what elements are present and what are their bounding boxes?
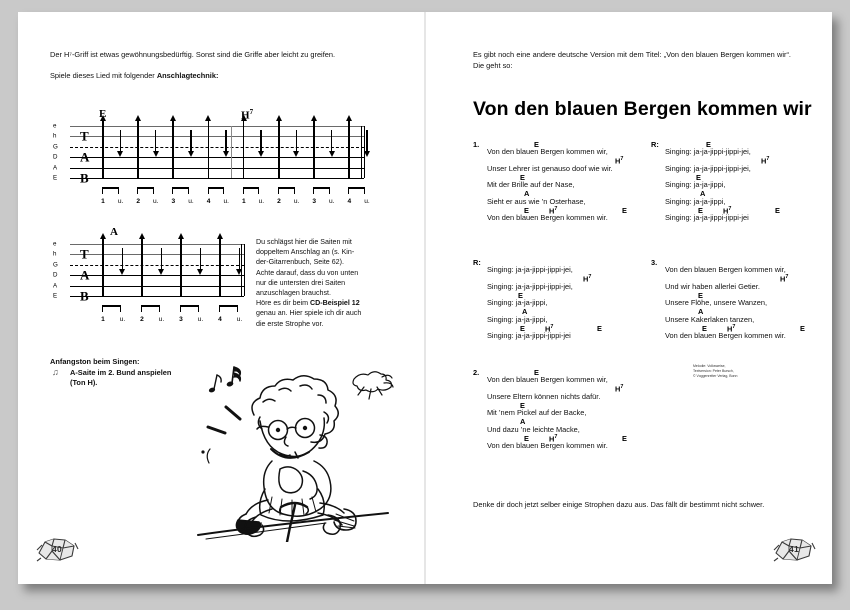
- string-label: G: [53, 261, 58, 269]
- lyric-line: Von den blauen Bergen kommen wir,: [487, 147, 608, 157]
- side-note-line: der-Gitarrenbuch, Seite 62).: [256, 258, 344, 267]
- chord-symbol: E: [698, 290, 703, 300]
- stanza-lines: [665, 258, 829, 341]
- staff-line: [70, 286, 244, 287]
- count-mark: u.: [153, 198, 159, 205]
- rhythm-beam: [137, 187, 154, 194]
- staff-line: [70, 254, 244, 255]
- side-note-text: [256, 237, 368, 329]
- lyric-row: [665, 140, 829, 157]
- staff-line: [70, 126, 364, 127]
- lyric-row: [487, 206, 651, 223]
- count-mark: 4: [206, 198, 211, 205]
- tab-letter: A: [80, 267, 90, 283]
- chord-superscript: 7: [249, 108, 254, 116]
- chord-symbol: E: [696, 172, 701, 182]
- strum-arrow-up: [137, 120, 139, 178]
- page-number-right: 41: [788, 544, 800, 554]
- side-note-line: Höre es dir beim CD-Beispiel 12: [256, 299, 360, 308]
- staff-line: [70, 296, 244, 297]
- chord-symbol: E: [520, 172, 525, 182]
- count-mark: 1: [101, 198, 105, 205]
- chord-symbol: E: [622, 205, 627, 215]
- staff-line: [70, 136, 364, 137]
- strum-arrow-up: [172, 120, 174, 178]
- rhythm-beam: [102, 305, 121, 312]
- chord-symbol: A: [698, 307, 704, 317]
- staff-line: [70, 157, 364, 158]
- string-label: h: [53, 132, 57, 140]
- fly-glyph: [353, 372, 393, 399]
- lyric-line: Von den blauen Bergen kommen wir,: [665, 265, 786, 275]
- lyric-line: Sieht er aus wie ’n Osterhase,: [487, 196, 586, 206]
- chord-label: $H^7$: [241, 108, 254, 122]
- chord-superscript: 7: [785, 274, 789, 281]
- strum-arrow-down: [296, 130, 298, 152]
- right-intro-text: Es gibt noch eine andere deutsche Version mit dem Titel: „Von den blauen Bergen kommen wir“. Die geht so:: [473, 50, 791, 70]
- strum-arrow-up: [208, 120, 210, 178]
- strum-arrow-up: [278, 120, 280, 178]
- lyric-line: Singing: ja-ja-jippi-jippi-jei,: [665, 147, 751, 157]
- chord-superscript: 7: [620, 384, 624, 391]
- strum-arrow-up: [180, 238, 182, 296]
- count-mark: u.: [293, 198, 300, 205]
- strum-arrow-down: [161, 248, 163, 270]
- lyric-row: [487, 418, 651, 435]
- string-label: h: [53, 250, 57, 258]
- left-intro-line2: [50, 71, 360, 82]
- chord-label: E: [99, 108, 107, 120]
- strum-arrow-up: [243, 120, 245, 178]
- count-mark: 1: [241, 198, 246, 205]
- chord-superscript: 7: [728, 205, 732, 212]
- anfangston-heading: Anfangston beim Singen:: [50, 357, 140, 366]
- right-page: [425, 12, 832, 584]
- strum-arrow-up: [102, 120, 104, 178]
- lyric-row: [665, 291, 829, 308]
- lyric-row: [665, 308, 829, 325]
- cd-beispiel-label: CD-Beispiel 12: [310, 299, 360, 308]
- stanza-lines: [487, 368, 651, 451]
- string-label: e: [53, 240, 57, 248]
- strum-arrow-up: [219, 238, 221, 296]
- credit-line: Textversion: Peter Bursch,: [693, 369, 734, 373]
- strum-arrow-down: [155, 130, 157, 152]
- right-intro-paragraph: [473, 50, 791, 71]
- lyric-line: Und wir haben allerlei Getier.: [665, 281, 760, 291]
- staff-line: [70, 168, 364, 169]
- lyric-row: [487, 324, 651, 341]
- string-label: A: [53, 164, 58, 172]
- count-mark: u.: [158, 316, 165, 323]
- staff-line: [70, 265, 244, 266]
- cartoon-illustration: [168, 357, 398, 542]
- left-intro-line2-prefix: Spiele dieses Lied mit folgender: [50, 71, 157, 80]
- lyric-line: Singing: ja-ja-jippi-jippi-jei,: [487, 281, 573, 291]
- lyric-line: Singing: ja-ja-jippi,: [665, 180, 726, 190]
- book-spread: [18, 12, 832, 584]
- chord-symbol: E: [520, 323, 525, 333]
- song-lyrics-area: [473, 140, 821, 480]
- rhythm-beam: [102, 187, 119, 194]
- staff-line: [70, 178, 364, 179]
- rhythm-beam: [219, 305, 238, 312]
- strum-arrow-down: [225, 130, 227, 152]
- count-mark: u.: [329, 198, 335, 205]
- chord-symbol: E: [622, 433, 627, 443]
- string-label: A: [53, 282, 58, 290]
- count-mark: u.: [119, 316, 126, 323]
- chord-symbol: A: [520, 417, 526, 427]
- left-intro-text: Der H⁷-Griff ist etwas gewöhnungsbedürftig. Sonst sind die Griffe aber leicht zu greifen.: [50, 50, 336, 59]
- lyric-line: Singing: ja-ja-jippi-jippi-jei: [487, 331, 571, 341]
- credit-block: [693, 364, 783, 379]
- end-bar-line: [244, 244, 245, 296]
- lyric-line: Unsere Kakerlaken tanzen,: [665, 314, 755, 324]
- lyric-line: Mit der Brille auf der Nase,: [487, 180, 575, 190]
- rhythm-beam: [141, 305, 160, 312]
- lyric-line: Von den blauen Bergen kommen wir,: [487, 375, 608, 385]
- stanza-label: 3.: [651, 258, 658, 267]
- staff-line: [70, 147, 364, 148]
- staff-line: [70, 275, 244, 276]
- lyric-line: Singing: ja-ja-jippi-jippi-jei: [665, 213, 749, 223]
- side-note-line: Du schlägst hier die Saiten mit: [256, 238, 352, 246]
- chord-superscript: 7: [732, 323, 736, 330]
- string-label: D: [53, 153, 58, 161]
- lyric-line: Von den blauen Bergen kommen wir.: [487, 213, 608, 223]
- lyric-line: Von den blauen Bergen kommen wir.: [487, 441, 608, 451]
- anschlagtechnik-label: Anschlagtechnik:: [156, 71, 219, 80]
- chord-symbol: $H^7$: [549, 433, 558, 444]
- side-note-line: anzuschlagen brauchst.: [256, 289, 331, 298]
- lyric-line: Und dazu ’ne leichte Macke,: [487, 424, 580, 434]
- chord-superscript: 7: [620, 156, 624, 163]
- side-note-line: genau an. Hier spiele ich dir auch: [256, 309, 362, 318]
- lyric-row: [665, 190, 829, 207]
- lyric-line: Singing: ja-ja-jippi-jippi-jei,: [665, 163, 751, 173]
- page-badge-right: [771, 534, 817, 564]
- string-label: D: [53, 271, 58, 279]
- count-mark: u.: [236, 316, 243, 323]
- count-mark: 3: [312, 198, 317, 205]
- left-page: [18, 12, 425, 584]
- count-mark: u.: [223, 198, 229, 205]
- side-note-line: nur die untersten drei Saiten: [256, 278, 346, 287]
- chord-superscript: 7: [550, 323, 554, 330]
- tab-staff-2: [44, 226, 244, 342]
- music-note-icon: ♫: [52, 366, 59, 377]
- count-mark: 3: [179, 316, 183, 323]
- anfangston-line2: (Ton H).: [70, 378, 98, 388]
- bar-line: [231, 126, 232, 178]
- count-mark: 4: [347, 198, 352, 205]
- rhythm-beam: [278, 187, 295, 194]
- chord-symbol: E: [534, 139, 539, 149]
- chord-symbol: E: [518, 290, 523, 300]
- credit-line: Melodie: Volksweise,: [693, 364, 726, 368]
- lyric-row: [487, 308, 651, 325]
- side-note-line: die erste Strophe vor.: [256, 319, 324, 328]
- tab-staff-1: [44, 108, 370, 224]
- count-mark: u.: [364, 198, 370, 205]
- stanza-label: R:: [651, 140, 659, 149]
- rhythm-beam: [313, 187, 330, 194]
- chord-symbol: E: [524, 433, 529, 443]
- chord-superscript: 7: [554, 205, 558, 212]
- strum-arrow-down: [331, 130, 333, 152]
- count-mark: u.: [258, 198, 265, 205]
- lyric-line: Mit ’nem Pickel auf der Backe,: [487, 408, 587, 418]
- tab-letter: T: [80, 128, 89, 144]
- rhythm-beam: [172, 187, 189, 194]
- lyric-row: [665, 324, 829, 341]
- chord-symbol: E: [775, 205, 780, 215]
- strum-arrow-down: [239, 248, 241, 270]
- stanza-lines: [665, 140, 829, 223]
- count-mark: 2: [136, 198, 141, 205]
- lyric-row: [487, 173, 651, 190]
- count-mark: u.: [117, 198, 124, 205]
- string-label: E: [53, 292, 58, 300]
- lyric-row: [487, 434, 651, 451]
- credit-line: © Voggenreiter Verlag, Bonn: [693, 374, 738, 378]
- book-gutter: [424, 12, 426, 584]
- chord-symbol: E: [800, 323, 805, 333]
- stanza-label: 2.: [473, 368, 480, 377]
- chord-symbol: A: [522, 307, 528, 317]
- anfangston-line1: A-Saite im 2. Bund anspielen: [70, 367, 172, 377]
- chord-superscript: 7: [588, 274, 592, 281]
- string-label: G: [53, 143, 58, 151]
- count-mark: 2: [277, 198, 281, 205]
- stanza-lines: [487, 140, 651, 223]
- strum-arrow-up: [313, 120, 315, 178]
- chord-symbol: $H^7$: [761, 156, 770, 166]
- staff-line: [70, 244, 244, 245]
- lyric-row: [487, 401, 651, 418]
- song-title: Von den blauen Bergen kommen wir: [473, 98, 812, 120]
- chord-symbol: $H^7$: [549, 205, 558, 216]
- strum-arrow-up: [141, 238, 143, 296]
- chord-symbol: $H^7$: [723, 205, 732, 216]
- page-number-left: 40: [51, 544, 63, 554]
- chord-label: A: [110, 226, 118, 238]
- chord-symbol: E: [698, 205, 703, 215]
- chord-superscript: 7: [766, 156, 770, 163]
- strum-arrow-down: [120, 130, 122, 152]
- lyric-line: Unser Lehrer ist genauso doof wie wir.: [487, 163, 613, 173]
- count-mark: u.: [188, 198, 194, 205]
- strum-arrow-up: [348, 120, 350, 178]
- strum-arrow-up: [102, 238, 104, 296]
- lyric-row: [487, 157, 651, 174]
- lyric-row: [487, 275, 651, 292]
- chord-symbol: $H^7$: [583, 274, 592, 284]
- lyric-line: Singing: ja-ja-jippi,: [487, 314, 548, 324]
- lyric-row: [665, 275, 829, 292]
- side-note-line: Achte darauf, dass du von unten: [256, 268, 359, 277]
- lyric-row: [487, 385, 651, 402]
- tab-letter: B: [80, 170, 89, 186]
- strum-arrow-down: [190, 130, 192, 152]
- string-label: e: [53, 122, 57, 130]
- count-mark: 3: [171, 198, 176, 205]
- chord-symbol: A: [700, 189, 706, 199]
- lyric-line: Singing: ja-ja-jippi,: [487, 298, 548, 308]
- rhythm-beam: [208, 187, 225, 194]
- lyric-row: [487, 190, 651, 207]
- end-bar-line: [361, 126, 362, 178]
- count-mark: 1: [101, 316, 105, 323]
- chord-symbol: A: [524, 189, 530, 199]
- tab-letter: A: [80, 149, 90, 165]
- strum-arrow-down: [366, 130, 368, 152]
- stanza-lines: [487, 258, 651, 341]
- page-badge-left: [34, 534, 80, 564]
- count-mark: 2: [140, 316, 144, 323]
- lyric-row: [487, 291, 651, 308]
- lyric-line: Unsere Eltern können nichts dafür.: [487, 391, 601, 401]
- lyric-line: Von den blauen Bergen kommen wir.: [665, 331, 786, 341]
- chord-symbol: E: [524, 205, 529, 215]
- lyric-line: Singing: ja-ja-jippi,: [665, 196, 726, 206]
- rhythm-beam: [243, 187, 260, 194]
- lyric-row: [665, 258, 829, 275]
- strum-arrow-down: [260, 130, 262, 152]
- closing-paragraph: Denke dir doch jetzt selber einige Strophen dazu aus. Das fällt dir bestimmt nicht schwer.: [473, 500, 765, 509]
- lyric-line: Unsere Flöhe, unsere Wanzen,: [665, 298, 768, 308]
- chord-symbol: $H^7$: [727, 323, 736, 334]
- rhythm-beam: [180, 305, 199, 312]
- chord-symbol: E: [520, 400, 525, 410]
- lyric-row: [487, 368, 651, 385]
- chord-symbol: $H^7$: [615, 384, 624, 394]
- chord-symbol: $H^7$: [545, 323, 554, 334]
- note-glyphs: [208, 367, 240, 393]
- chord-symbol: E: [597, 323, 602, 333]
- lyric-row: [665, 157, 829, 174]
- strum-arrow-down: [200, 248, 202, 270]
- chord-symbol: $H^7$: [615, 156, 624, 166]
- strum-arrow-down: [122, 248, 124, 270]
- lyric-row: [665, 173, 829, 190]
- stanza-label: R:: [473, 258, 481, 267]
- tab-letter: T: [80, 246, 89, 262]
- count-mark: 4: [218, 316, 222, 323]
- lyric-row: [487, 140, 651, 157]
- side-note-line: doppeltem Anschlag an (s. Kin-: [256, 248, 355, 257]
- chord-symbol: E: [534, 367, 539, 377]
- string-label: E: [53, 174, 58, 182]
- lyric-row: [665, 206, 829, 223]
- chord-symbol: E: [706, 139, 711, 149]
- lyric-row: [487, 258, 651, 275]
- chord-symbol: E: [702, 323, 707, 333]
- rhythm-beam: [348, 187, 365, 194]
- chord-superscript: 7: [554, 433, 558, 440]
- chord-symbol: $H^7$: [780, 274, 789, 284]
- left-intro-paragraph: [50, 50, 360, 61]
- tab-letter: B: [80, 288, 89, 304]
- stanza-label: 1.: [473, 140, 480, 149]
- lyric-line: Singing: ja-ja-jippi-jippi-jei,: [487, 265, 573, 275]
- count-mark: u.: [197, 316, 204, 323]
